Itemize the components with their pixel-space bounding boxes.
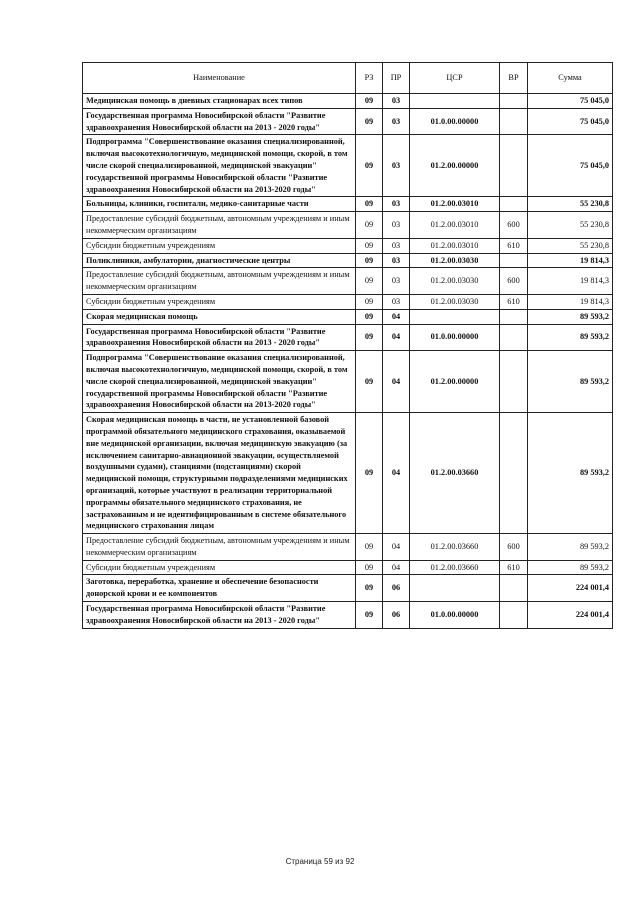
cell-rz: 09 <box>356 212 383 239</box>
cell-sum: 19 814,3 <box>528 268 613 295</box>
table-row <box>83 413 613 534</box>
cell-vr: 610 <box>500 238 528 253</box>
cell-csr: 01.2.00.00000 <box>410 135 500 197</box>
cell-vr <box>500 135 528 197</box>
cell-csr <box>410 94 500 109</box>
table-row <box>83 309 613 324</box>
cell-pr: 03 <box>383 238 410 253</box>
cell-vr: 600 <box>500 268 528 295</box>
table-row <box>83 351 613 413</box>
cell-sum: 75 045,0 <box>528 94 613 109</box>
cell-sum: 89 593,2 <box>528 560 613 575</box>
cell-rz: 09 <box>356 309 383 324</box>
cell-vr <box>500 253 528 268</box>
cell-sum: 89 593,2 <box>528 324 613 351</box>
cell-name: Предоставление субсидий бюджетным, автономным учреждениям и иным некоммерческим организациям <box>83 534 356 561</box>
table-row <box>83 575 613 602</box>
cell-name: Скорая медицинская помощь <box>83 309 356 324</box>
cell-csr: 01.0.00.00000 <box>410 108 500 135</box>
cell-pr: 03 <box>383 268 410 295</box>
cell-csr: 01.2.00.03030 <box>410 294 500 309</box>
header-csr: ЦСР <box>410 63 500 94</box>
cell-name: Субсидии бюджетным учреждениям <box>83 294 356 309</box>
cell-rz: 09 <box>356 324 383 351</box>
cell-name: Субсидии бюджетным учреждениям <box>83 238 356 253</box>
cell-rz: 09 <box>356 602 383 629</box>
cell-rz: 09 <box>356 575 383 602</box>
cell-rz: 09 <box>356 351 383 413</box>
cell-csr: 01.2.00.03030 <box>410 253 500 268</box>
header-name: Наименование <box>83 63 356 94</box>
cell-vr <box>500 94 528 109</box>
cell-pr: 03 <box>383 197 410 212</box>
cell-sum: 75 045,0 <box>528 108 613 135</box>
table-row <box>83 324 613 351</box>
cell-vr: 600 <box>500 212 528 239</box>
cell-csr: 01.2.00.03660 <box>410 560 500 575</box>
table-row <box>83 238 613 253</box>
table-row <box>83 534 613 561</box>
table-row <box>83 294 613 309</box>
cell-rz: 09 <box>356 197 383 212</box>
cell-rz: 09 <box>356 253 383 268</box>
cell-vr: 610 <box>500 560 528 575</box>
cell-name: Больницы, клиники, госпитали, медико-санитарные части <box>83 197 356 212</box>
cell-csr: 01.2.00.00000 <box>410 351 500 413</box>
cell-pr: 04 <box>383 560 410 575</box>
cell-name: Заготовка, переработка, хранение и обеспечение безопасности донорской крови и ее компонентов <box>83 575 356 602</box>
cell-csr: 01.2.00.03030 <box>410 268 500 295</box>
cell-rz: 09 <box>356 413 383 534</box>
cell-sum: 19 814,3 <box>528 253 613 268</box>
cell-csr <box>410 575 500 602</box>
cell-vr: 610 <box>500 294 528 309</box>
cell-rz: 09 <box>356 560 383 575</box>
cell-rz: 09 <box>356 534 383 561</box>
cell-name: Предоставление субсидий бюджетным, автономным учреждениям и иным некоммерческим организациям <box>83 212 356 239</box>
cell-pr: 03 <box>383 294 410 309</box>
header-vr: ВР <box>500 63 528 94</box>
table-row <box>83 268 613 295</box>
cell-vr <box>500 413 528 534</box>
cell-name: Поликлиники, амбулатории, диагностические центры <box>83 253 356 268</box>
cell-name: Государственная программа Новосибирской области "Развитие здравоохранения Новосибирской области на 2013 - 2020 годы" <box>83 602 356 629</box>
cell-rz: 09 <box>356 135 383 197</box>
cell-name: Субсидии бюджетным учреждениям <box>83 560 356 575</box>
table-header-row <box>83 63 613 94</box>
cell-rz: 09 <box>356 268 383 295</box>
cell-csr: 01.2.00.03010 <box>410 212 500 239</box>
table-body <box>83 94 613 629</box>
cell-vr <box>500 108 528 135</box>
cell-sum: 55 230,8 <box>528 212 613 239</box>
cell-pr: 03 <box>383 212 410 239</box>
table-row <box>83 560 613 575</box>
budget-table <box>82 62 613 629</box>
cell-pr: 03 <box>383 108 410 135</box>
cell-name: Скорая медицинская помощь в части, не установленной базовой программой обязательного медицинского страхования, оказываемой вне медицинской организации, включая медицинскую эвакуацию (за исключением санитарно-авиационной эвакуации, осуществляемой воздушными судами), станциями (подстанциями) скорой медицинской помощи, структурными подразделениями медицинских организаций, которые участвуют в реализации территориальной программы обязательного медицинского страхования, не застрахованным и не идентифицированным в системе обязательного медицинского страхования лицам <box>83 413 356 534</box>
cell-csr: 01.0.00.00000 <box>410 324 500 351</box>
page-footer: Страница 59 из 92 <box>285 857 355 866</box>
cell-name: Подпрограмма "Совершенствование оказания специализированной, включая высокотехнологичную, медицинской помощи, скорой, в том числе скорой специализированной, медицинской эвакуации" государственной программы Новосибирской области "Развитие здравоохранения Новосибирской области на 2013-2020 годы" <box>83 135 356 197</box>
cell-pr: 04 <box>383 324 410 351</box>
cell-csr: 01.0.00.00000 <box>410 602 500 629</box>
cell-name: Государственная программа Новосибирской области "Развитие здравоохранения Новосибирской области на 2013 - 2020 годы" <box>83 324 356 351</box>
table-row <box>83 253 613 268</box>
cell-vr <box>500 324 528 351</box>
table-row <box>83 135 613 197</box>
cell-pr: 06 <box>383 575 410 602</box>
cell-sum: 55 230,8 <box>528 197 613 212</box>
table-row <box>83 197 613 212</box>
cell-vr: 600 <box>500 534 528 561</box>
cell-csr <box>410 309 500 324</box>
cell-sum: 89 593,2 <box>528 351 613 413</box>
cell-csr: 01.2.00.03660 <box>410 534 500 561</box>
cell-vr <box>500 602 528 629</box>
cell-pr: 06 <box>383 602 410 629</box>
table-row <box>83 602 613 629</box>
cell-pr: 04 <box>383 413 410 534</box>
cell-vr <box>500 575 528 602</box>
cell-sum: 19 814,3 <box>528 294 613 309</box>
cell-sum: 224 001,4 <box>528 602 613 629</box>
cell-pr: 04 <box>383 351 410 413</box>
cell-pr: 03 <box>383 94 410 109</box>
cell-vr <box>500 197 528 212</box>
cell-rz: 09 <box>356 94 383 109</box>
cell-rz: 09 <box>356 294 383 309</box>
cell-csr: 01.2.00.03010 <box>410 238 500 253</box>
cell-name: Государственная программа Новосибирской области "Развитие здравоохранения Новосибирской области на 2013 - 2020 годы" <box>83 108 356 135</box>
cell-vr <box>500 351 528 413</box>
header-sum: Сумма <box>528 63 613 94</box>
cell-sum: 55 230,8 <box>528 238 613 253</box>
cell-sum: 89 593,2 <box>528 534 613 561</box>
cell-rz: 09 <box>356 108 383 135</box>
cell-name: Подпрограмма "Совершенствование оказания специализированной, включая высокотехнологичную, медицинской помощи, скорой, в том числе скорой специализированной, медицинской эвакуации" государственной программы Новосибирской области "Развитие здравоохранения Новосибирской области на 2013-2020 годы" <box>83 351 356 413</box>
cell-name: Медицинская помощь в дневных стационарах всех типов <box>83 94 356 109</box>
cell-rz: 09 <box>356 238 383 253</box>
table-row <box>83 94 613 109</box>
table-row <box>83 108 613 135</box>
cell-pr: 03 <box>383 253 410 268</box>
header-pr: ПР <box>383 63 410 94</box>
cell-sum: 89 593,2 <box>528 413 613 534</box>
cell-pr: 04 <box>383 309 410 324</box>
cell-vr <box>500 309 528 324</box>
cell-sum: 89 593,2 <box>528 309 613 324</box>
cell-csr: 01.2.00.03010 <box>410 197 500 212</box>
header-rz: РЗ <box>356 63 383 94</box>
cell-sum: 224 001,4 <box>528 575 613 602</box>
cell-sum: 75 045,0 <box>528 135 613 197</box>
cell-pr: 03 <box>383 135 410 197</box>
cell-csr: 01.2.00.03660 <box>410 413 500 534</box>
cell-name: Предоставление субсидий бюджетным, автономным учреждениям и иным некоммерческим организациям <box>83 268 356 295</box>
cell-pr: 04 <box>383 534 410 561</box>
table-row <box>83 212 613 239</box>
